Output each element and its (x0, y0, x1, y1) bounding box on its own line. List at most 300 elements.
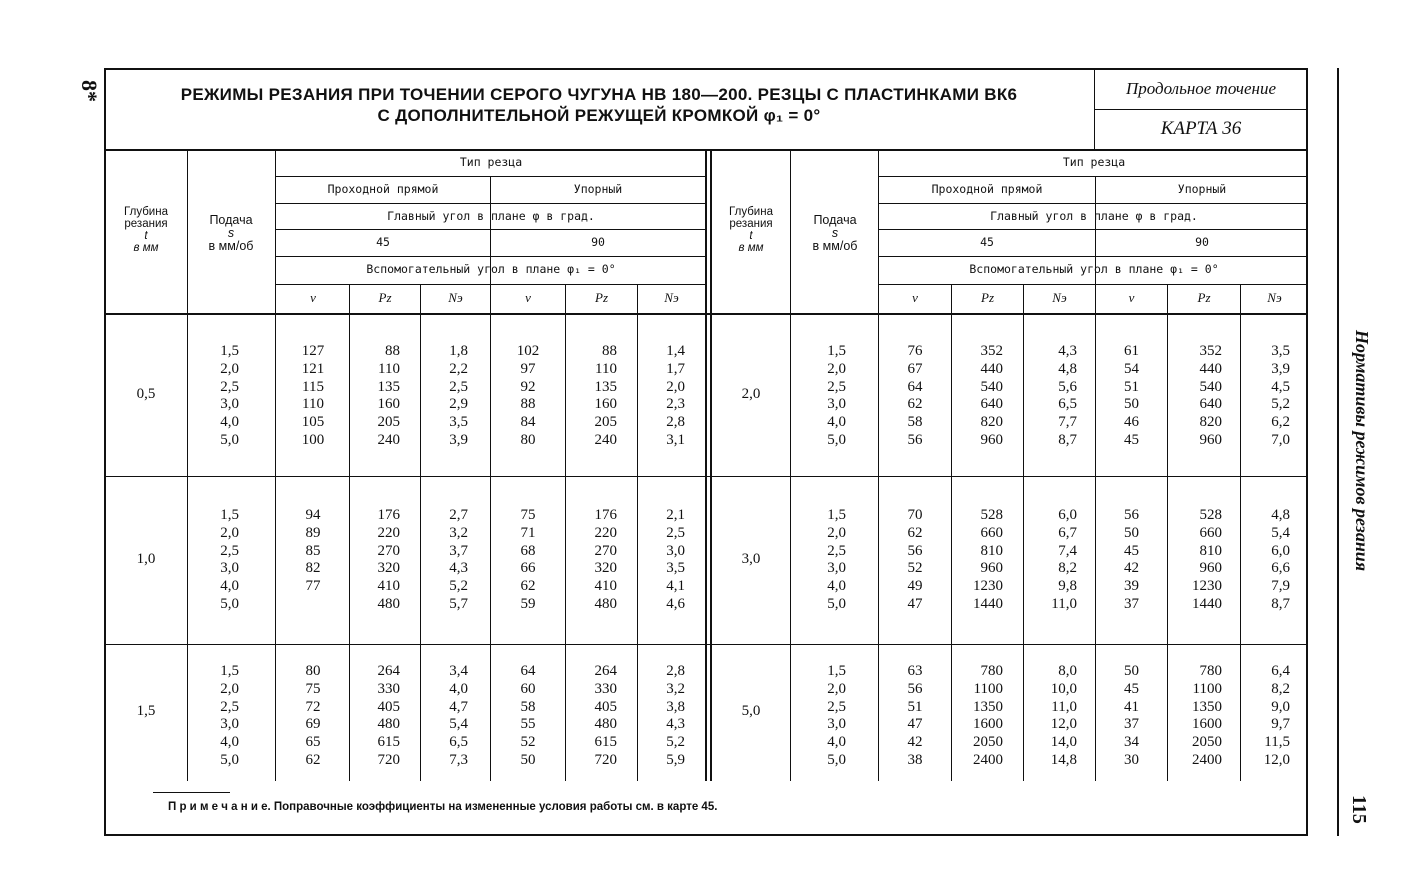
left-cell-ne45: 5,7 (449, 596, 468, 612)
right-cell-ne45: 7,4 (1058, 542, 1077, 559)
left-cell-ne90: 1,4 (666, 343, 685, 359)
left-cell-ne45: 5,4 (449, 716, 468, 733)
right-depth-value: 2,0 (741, 386, 761, 402)
right-cell-ne45: 14,0 (1050, 734, 1077, 751)
title-line-1: РЕЖИМЫ РЕЗАНИЯ ПРИ ТОЧЕНИИ СЕРОГО ЧУГУНА НВ 180—200. РЕЗЦЫ С ПЛАСТИНКАМИ ВК6 (180, 85, 1018, 104)
right-cell-pz90: 660 (1199, 524, 1222, 541)
left-cell-feed: 4,0 (220, 414, 239, 431)
left-cell-v90: 75 (520, 507, 536, 523)
left-cell-ne90: 3,5 (666, 560, 685, 577)
thrust-right: Упорный (1177, 182, 1227, 196)
left-cell-v45: 105 (301, 414, 325, 431)
left-cell-v90: 102 (516, 343, 540, 359)
left-cell-feed: 4,0 (220, 578, 239, 595)
left-cell-ne45: 4,0 (449, 680, 468, 697)
left-cell-ne90: 4,6 (666, 596, 685, 612)
left-cell-v90: 59 (520, 596, 536, 612)
right-cell-feed: 1,5 (827, 343, 846, 359)
left-cell-ne45: 2,7 (449, 507, 468, 523)
left-cell-pz90: 160 (594, 396, 617, 413)
left-cell-v90: 84 (520, 414, 536, 431)
left-cell-pz90: 615 (594, 734, 617, 751)
right-cell-pz45: 1100 (973, 680, 1003, 697)
left-cell-feed: 3,0 (220, 560, 239, 577)
left-cell-pz45: 480 (377, 596, 400, 612)
left-cell-v45: 82 (305, 560, 321, 577)
right-cell-pz45: 960 (980, 432, 1003, 448)
left-cell-v45: 77 (305, 578, 321, 595)
left-cell-pz90: 88 (602, 343, 617, 359)
left-cell-pz90: 720 (594, 752, 617, 768)
sym-pz-l45: Pz (378, 290, 392, 305)
right-cell-pz90: 1350 (1192, 698, 1222, 715)
right-cell-pz90: 640 (1199, 396, 1222, 413)
left-cell-ne90: 2,8 (666, 414, 685, 431)
left-cell-v45: 75 (305, 680, 321, 697)
right-cell-pz90: 2400 (1192, 752, 1222, 768)
right-cell-v45: 47 (907, 716, 923, 733)
right-cell-ne90: 4,8 (1271, 507, 1290, 523)
right-cell-ne45: 8,2 (1058, 560, 1077, 577)
side-running-title: Нормативы режимов резания (1352, 330, 1372, 572)
left-cell-v90: 97 (520, 360, 536, 377)
left-cell-pz90: 110 (595, 360, 617, 377)
left-cell-v90: 71 (520, 524, 536, 541)
left-cell-pz90: 410 (594, 578, 617, 595)
left-cell-feed: 1,5 (220, 343, 239, 359)
thrust-left: Упорный (573, 182, 623, 196)
right-cell-feed: 5,0 (827, 432, 846, 448)
right-cell-pz90: 960 (1199, 432, 1222, 448)
left-cell-v90: 58 (520, 698, 536, 715)
right-cell-v90: 42 (1124, 560, 1139, 577)
right-cell-v90: 50 (1124, 396, 1139, 413)
left-cell-pz45: 240 (377, 432, 400, 448)
right-cell-pz45: 780 (980, 663, 1003, 679)
left-cell-ne90: 4,1 (666, 578, 685, 595)
right-cell-v90: 39 (1124, 578, 1139, 595)
angle45-left: 45 (376, 235, 390, 249)
right-cell-v45: 63 (907, 663, 923, 679)
left-cell-pz45: 330 (377, 680, 400, 697)
left-cell-ne45: 2,5 (449, 378, 468, 395)
right-cell-feed: 3,0 (827, 396, 846, 413)
left-cell-v45: 85 (305, 542, 321, 559)
left-cell-v90: 64 (520, 663, 536, 679)
right-cell-ne45: 9,8 (1058, 578, 1077, 595)
rule-type-right (878, 176, 1308, 177)
right-cell-pz45: 540 (980, 378, 1003, 395)
left-cell-feed: 2,0 (220, 360, 239, 377)
right-cell-feed: 2,0 (827, 524, 846, 541)
right-cell-feed: 2,5 (827, 542, 846, 559)
left-cell-ne90: 2,0 (666, 378, 685, 395)
right-cell-v45: 58 (907, 414, 923, 431)
left-cell-ne45: 1,8 (449, 343, 468, 359)
left-cell-pz45: 405 (377, 698, 400, 715)
right-cell-v45: 42 (907, 734, 923, 751)
sym-ne-r90: Nэ (1267, 290, 1282, 305)
right-cell-ne45: 8,7 (1058, 432, 1077, 448)
page-number: 115 (1348, 795, 1370, 824)
left-cell-pz90: 240 (594, 432, 617, 448)
angle90-left: 90 (591, 235, 605, 249)
angle45-right: 45 (980, 235, 994, 249)
left-cell-ne45: 7,3 (449, 752, 468, 768)
right-cell-ne45: 10,0 (1050, 680, 1077, 697)
right-cell-v45: 62 (907, 524, 923, 541)
left-cell-v45: 62 (305, 752, 321, 768)
right-cell-v90: 46 (1124, 414, 1139, 431)
left-cell-pz45: 220 (377, 524, 400, 541)
rule-deg-right (878, 256, 1308, 257)
left-cell-ne90: 3,8 (666, 698, 685, 715)
right-cell-v45: 70 (907, 507, 923, 523)
right-cell-ne90: 6,0 (1271, 542, 1290, 559)
left-cell-feed: 1,5 (220, 663, 239, 679)
sym-v-r90: v (1128, 290, 1135, 305)
left-cell-ne45: 3,9 (449, 432, 468, 448)
left-cell-v45: 100 (301, 432, 325, 448)
left-cell-v90: 50 (520, 752, 536, 768)
left-cell-pz45: 320 (377, 560, 400, 577)
right-cell-feed: 2,0 (827, 360, 846, 377)
left-cell-pz90: 480 (594, 596, 617, 612)
right-cell-v45: 38 (907, 752, 923, 768)
right-cell-v90: 50 (1124, 663, 1139, 679)
left-cell-v90: 55 (520, 716, 536, 733)
aux-angle-left: Вспомогательный угол в плане φ₁ = 0° (366, 262, 616, 276)
left-cell-ne90: 1,7 (666, 360, 685, 377)
rule-aux-right (878, 284, 1308, 285)
left-cell-v45: 80 (305, 663, 321, 679)
main-angle-right: Главный угол в плане φ в град. (990, 209, 1198, 223)
right-cell-feed: 1,5 (827, 507, 846, 523)
right-cell-v45: 62 (907, 396, 923, 413)
left-cell-pz90: 135 (594, 378, 617, 395)
left-cell-v45: 94 (305, 507, 321, 523)
left-cell-pz45: 88 (385, 343, 400, 359)
vrule-depth (187, 149, 188, 781)
right-cell-v90: 45 (1124, 680, 1139, 697)
left-cell-feed: 2,0 (220, 524, 239, 541)
left-cell-v90: 52 (520, 734, 536, 751)
left-cell-feed: 3,0 (220, 396, 239, 413)
left-cell-v90: 60 (520, 680, 536, 697)
left-cell-feed: 2,5 (220, 378, 239, 395)
card-divider (1094, 109, 1308, 110)
left-cell-v90: 68 (520, 542, 536, 559)
left-cell-pz90: 405 (594, 698, 617, 715)
left-cell-feed: 2,5 (220, 698, 239, 715)
right-cell-pz90: 2050 (1192, 734, 1222, 751)
right-cell-v90: 41 (1124, 698, 1139, 715)
left-cell-feed: 5,0 (220, 752, 239, 768)
main-angle-left: Главный угол в плане φ в град. (387, 209, 595, 223)
sym-v-r45: v (912, 290, 918, 305)
left-cell-ne45: 2,2 (449, 360, 468, 377)
feed-header-left: Подача s в мм/об (208, 213, 254, 253)
left-cell-feed: 5,0 (220, 596, 239, 612)
right-depth-value: 5,0 (741, 703, 761, 719)
vrule-depth-r (790, 149, 791, 781)
right-cell-ne45: 6,5 (1058, 396, 1077, 413)
depth-header-right: Глубина резания t в мм (729, 206, 773, 254)
left-cell-ne90: 3,2 (666, 680, 685, 697)
vrule-feed (275, 149, 276, 781)
right-cell-ne45: 6,0 (1058, 507, 1077, 523)
right-cell-ne90: 8,2 (1271, 680, 1290, 697)
right-cell-v90: 51 (1124, 378, 1139, 395)
sym-pz-r90: Pz (1197, 290, 1211, 305)
right-cell-v90: 37 (1124, 596, 1139, 612)
right-cell-ne45: 7,7 (1058, 414, 1077, 431)
right-cell-feed: 4,0 (827, 578, 846, 595)
right-cell-ne45: 11,0 (1051, 698, 1077, 715)
left-cell-pz45: 176 (377, 507, 400, 523)
left-depth-value: 1,5 (136, 703, 156, 719)
rule-kind-right (878, 203, 1308, 204)
right-cell-ne45: 5,6 (1058, 378, 1077, 395)
left-cell-ne90: 5,9 (666, 752, 685, 768)
right-cell-ne45: 11,0 (1051, 596, 1077, 612)
left-cell-v90: 66 (520, 560, 536, 577)
left-depth-value: 0,5 (136, 386, 156, 402)
right-cell-pz45: 1600 (973, 716, 1003, 733)
left-cell-ne90: 2,1 (666, 507, 685, 523)
left-cell-ne45: 4,3 (449, 560, 468, 577)
right-cell-pz90: 780 (1199, 663, 1222, 679)
right-cell-feed: 5,0 (827, 752, 846, 768)
right-cell-pz90: 960 (1199, 560, 1222, 577)
right-cell-pz45: 660 (980, 524, 1003, 541)
left-cell-pz45: 205 (377, 414, 400, 431)
right-cell-v90: 50 (1124, 524, 1139, 541)
right-cell-feed: 4,0 (827, 734, 846, 751)
left-cell-ne45: 6,5 (449, 734, 468, 751)
aux-angle-right: Вспомогательный угол в плане φ₁ = 0° (969, 262, 1219, 276)
left-cell-v45: 65 (305, 734, 321, 751)
left-cell-v45: 69 (305, 716, 321, 733)
left-cell-pz45: 135 (377, 378, 400, 395)
left-cell-ne90: 4,3 (666, 716, 685, 733)
left-cell-v45: 121 (301, 360, 325, 377)
right-cell-ne90: 6,6 (1271, 560, 1290, 577)
left-cell-v90: 88 (520, 396, 536, 413)
left-cell-v45: 115 (302, 378, 324, 395)
right-cell-ne90: 7,0 (1271, 432, 1290, 448)
sym-ne-l90: Nэ (664, 290, 679, 305)
right-cell-feed: 3,0 (827, 716, 846, 733)
right-cell-feed: 5,0 (827, 596, 846, 612)
straight-left: Проходной прямой (327, 182, 439, 196)
left-cell-ne45: 5,2 (449, 578, 468, 595)
right-cell-pz45: 810 (980, 542, 1003, 559)
sym-v-l45: v (310, 290, 316, 305)
right-cell-pz45: 1440 (973, 596, 1003, 612)
card-operation: Продольное точение (1125, 79, 1277, 98)
right-cell-ne90: 9,0 (1271, 698, 1290, 715)
left-cell-pz45: 110 (378, 360, 400, 377)
right-cell-feed: 2,5 (827, 698, 846, 715)
table-note: П р и м е ч а н и е. Поправочные коэффициенты на измененные условия работы см. в карте 45. (168, 801, 718, 813)
title-line-2: С ДОПОЛНИТЕЛЬНОЙ РЕЖУЩЕЙ КРОМКОЙ φ₁ = 0° (377, 106, 821, 125)
left-cell-ne45: 3,7 (449, 542, 468, 559)
right-cell-pz90: 1600 (1192, 716, 1222, 733)
left-cell-pz90: 205 (594, 414, 617, 431)
right-cell-pz90: 1100 (1192, 680, 1222, 697)
right-cell-pz45: 1230 (973, 578, 1003, 595)
left-cell-feed: 1,5 (220, 507, 239, 523)
cutter-type-left: Тип резца (459, 155, 523, 169)
right-cell-v90: 37 (1124, 716, 1139, 733)
right-cell-v45: 56 (907, 680, 923, 697)
left-cell-feed: 2,0 (220, 680, 239, 697)
right-cell-pz45: 528 (980, 507, 1003, 523)
sym-v-l90: v (525, 290, 531, 305)
right-cell-ne90: 6,2 (1271, 414, 1290, 431)
left-cell-ne90: 5,2 (666, 734, 685, 751)
right-cell-v45: 56 (907, 542, 923, 559)
right-cell-feed: 3,0 (827, 560, 846, 577)
right-cell-ne90: 9,7 (1271, 716, 1290, 733)
vrule-mid-a (705, 149, 707, 781)
right-cell-v90: 45 (1124, 542, 1139, 559)
right-cell-ne45: 14,8 (1050, 752, 1077, 768)
right-cell-pz45: 352 (980, 343, 1003, 359)
left-cell-feed: 2,5 (220, 542, 239, 559)
right-cell-ne90: 4,5 (1271, 378, 1290, 395)
left-cell-pz90: 264 (594, 663, 617, 679)
left-cell-pz90: 270 (594, 542, 617, 559)
right-cell-feed: 1,5 (827, 663, 846, 679)
left-cell-v45: 89 (305, 524, 321, 541)
left-cell-feed: 5,0 (220, 432, 239, 448)
left-cell-ne90: 2,8 (666, 663, 685, 679)
right-cell-feed: 2,5 (827, 378, 846, 395)
right-cell-v45: 49 (907, 578, 923, 595)
right-cell-feed: 4,0 (827, 414, 846, 431)
left-cell-pz45: 615 (377, 734, 400, 751)
right-cell-ne45: 12,0 (1050, 716, 1077, 733)
left-cell-pz90: 330 (594, 680, 617, 697)
right-cell-v90: 45 (1124, 432, 1139, 448)
right-cell-pz90: 540 (1199, 378, 1222, 395)
note-rule (153, 792, 230, 793)
left-cell-v45: 72 (305, 698, 321, 715)
right-cell-pz90: 352 (1199, 343, 1222, 359)
right-cell-ne90: 8,7 (1271, 596, 1290, 612)
left-cell-v90: 80 (520, 432, 536, 448)
right-cell-v90: 54 (1124, 360, 1139, 377)
margin-rule (1337, 68, 1339, 836)
left-cell-ne45: 3,5 (449, 414, 468, 431)
left-cell-pz45: 720 (377, 752, 400, 768)
right-cell-pz90: 810 (1199, 542, 1222, 559)
right-cell-feed: 2,0 (827, 680, 846, 697)
right-cell-ne90: 3,9 (1271, 360, 1290, 377)
right-cell-v45: 52 (907, 560, 923, 577)
left-cell-feed: 4,0 (220, 734, 239, 751)
depth-header-left: Глубина резания t в мм (124, 206, 168, 254)
right-cell-ne45: 6,7 (1058, 524, 1077, 541)
right-cell-ne90: 11,5 (1264, 734, 1290, 751)
left-cell-v90: 92 (520, 378, 536, 395)
right-cell-pz90: 528 (1199, 507, 1222, 523)
left-cell-v45: 127 (301, 343, 325, 359)
left-cell-ne90: 2,5 (666, 524, 685, 541)
right-cell-pz90: 1440 (1192, 596, 1222, 612)
sym-ne-r45: Nэ (1052, 290, 1067, 305)
left-cell-pz45: 410 (377, 578, 400, 595)
sym-ne-l45: Nэ (448, 290, 463, 305)
right-cell-ne90: 5,2 (1271, 396, 1290, 413)
left-depth-value: 1,0 (136, 551, 156, 567)
left-cell-v90: 62 (520, 578, 536, 595)
right-cell-pz45: 640 (980, 396, 1003, 413)
left-cell-pz45: 480 (377, 716, 400, 733)
right-cell-v45: 47 (907, 596, 923, 612)
right-cell-pz45: 440 (980, 360, 1003, 377)
angle90-right: 90 (1195, 235, 1209, 249)
right-cell-ne45: 4,8 (1058, 360, 1077, 377)
right-cell-v90: 34 (1124, 734, 1139, 751)
right-cell-pz90: 1230 (1192, 578, 1222, 595)
right-cell-v45: 51 (907, 698, 923, 715)
right-cell-pz45: 960 (980, 560, 1003, 577)
left-cell-pz90: 220 (594, 524, 617, 541)
left-cell-feed: 3,0 (220, 716, 239, 733)
right-cell-ne45: 4,3 (1058, 343, 1077, 359)
right-cell-v90: 56 (1124, 507, 1139, 523)
right-cell-ne45: 8,0 (1058, 663, 1077, 679)
right-cell-v45: 64 (907, 378, 923, 395)
sym-pz-r45: Pz (981, 290, 994, 305)
page-title (104, 84, 1094, 126)
left-cell-ne45: 4,7 (449, 698, 468, 715)
left-cell-pz90: 320 (594, 560, 617, 577)
left-cell-v45: 110 (302, 396, 324, 413)
left-cell-ne90: 3,1 (666, 432, 685, 448)
feed-header-right: Подача s в мм/об (812, 213, 858, 253)
left-cell-pz45: 270 (377, 542, 400, 559)
right-cell-v45: 56 (907, 432, 923, 448)
left-cell-pz90: 176 (594, 507, 617, 523)
sym-pz-l90: Pz (595, 290, 608, 305)
right-cell-ne90: 7,9 (1271, 578, 1290, 595)
left-cell-ne45: 3,4 (449, 663, 468, 679)
left-cell-ne90: 3,0 (666, 542, 685, 559)
right-cell-pz45: 820 (980, 414, 1003, 431)
left-cell-pz45: 264 (377, 663, 400, 679)
right-cell-pz90: 820 (1199, 414, 1222, 431)
left-cell-ne45: 3,2 (449, 524, 468, 541)
left-cell-pz45: 160 (377, 396, 400, 413)
rule-angle-right (878, 229, 1308, 230)
right-cell-v90: 30 (1124, 752, 1139, 768)
right-cell-ne90: 12,0 (1263, 752, 1290, 768)
left-cell-pz90: 480 (594, 716, 617, 733)
cutter-type-right: Тип резца (1062, 155, 1126, 169)
right-cell-v45: 76 (907, 343, 923, 359)
corner-mark: 8* (77, 80, 102, 102)
right-cell-pz90: 440 (1199, 360, 1222, 377)
left-cell-ne45: 2,9 (449, 396, 468, 413)
right-depth-value: 3,0 (741, 551, 761, 567)
right-cell-pz45: 1350 (973, 698, 1003, 715)
right-cell-v45: 67 (907, 360, 923, 377)
right-cell-ne90: 6,4 (1271, 663, 1290, 679)
